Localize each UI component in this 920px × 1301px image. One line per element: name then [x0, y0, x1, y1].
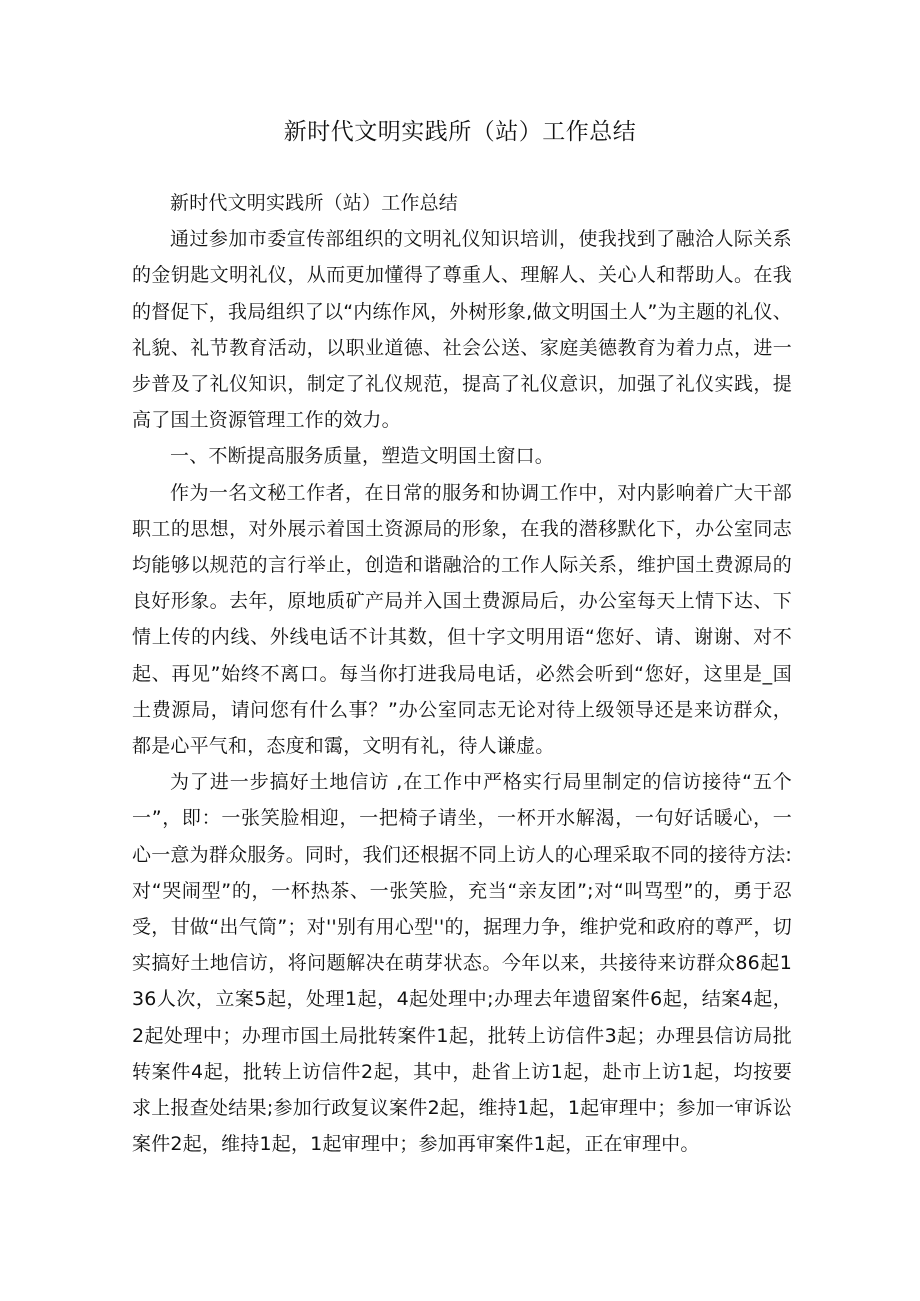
paragraph-intro: 通过参加市委宣传部组织的文明礼仪知识培训，使我找到了融洽人际关系的金钥匙文明礼仪，从而更加懂得了尊重人、理解人、关心人和帮助人。在我的督促下，我局组织了以“内练作风，外树形象,做文明国土人”为主题的礼仪、礼貌、礼节教育活动，以职业道德、社会公送、家庭美德教育为着力点，进一步普及了礼仪知识，制定了礼仪规范，提高了礼仪意识，加强了礼仪实践，提高了国土资源管理工作的效力。 — [132, 228, 792, 432]
paragraph-section-heading: 一、不断提高服务质量，塑造文明国土窗口。 — [170, 445, 555, 468]
paragraph-office-service: 作为一名文秘工作者，在日常的服务和协调工作中，对内影响着广大干部职工的思想，对外展示着国土资源局的形象，在我的潜移默化下，办公室同志均能够以规范的言行举止，创造和谐融洽的工作人际关系，维护国土费源局的良好形象。去年，原地质矿产局并入国土费源局后，办公室每天上情下达、下情上传的内线、外线电话不计其数，但十字文明用语“您好、请、谢谢、对不起、再见”始终不离口。每当你打进我局电话，必然会听到“您好，这里是_国土费源局，请问您有什么事？”办公室同志无论对待上级领导还是来访群众，都是心平气和，态度和霭，文明有礼，待人谦虚。 — [132, 481, 792, 758]
paragraph-petition-work: 为了进一步搞好土地信访 ,在工作中严格实行局里制定的信访接待“五个一”，即：一张笑脸相迎，一把椅子请坐，一杯开水解渴，一句好话暖心，一心一意为群众服务。同时，我们还根据不同上访人的心理采取不同的接待方法:对“哭闹型”的，一杯热茶、一张笑脸，充当“亲友团”;对“叫骂型”的，勇于忍受，甘做“出气筒”；对''别有用心型''的，据理力争，维护党和政府的尊严，切实搞好土地信访，将问题解决在萌芽状态。今年以来，共接待来访群众86起136人次，立案5起，处理1起，4起处理中;办理去年遗留案件6起，结案4起，2起处理中；办理市国土局批转案件1起，批转上访信件3起；办理县信访局批转案件4起，批转上访信件2起，其中，赴省上访1起，赴市上访1起，均按要求上报查处结果;参加行政复议案件2起，维持1起，1起审理中；参加一审诉讼案件2起，维持1起，1起审理中；参加再审案件1起，正在审理中。 — [132, 771, 792, 1156]
document-body — [132, 185, 792, 1162]
document-title: 新时代文明实践所（站）工作总结 — [283, 119, 637, 145]
paragraph-subtitle: 新时代文明实践所（站）工作总结 — [170, 192, 459, 214]
